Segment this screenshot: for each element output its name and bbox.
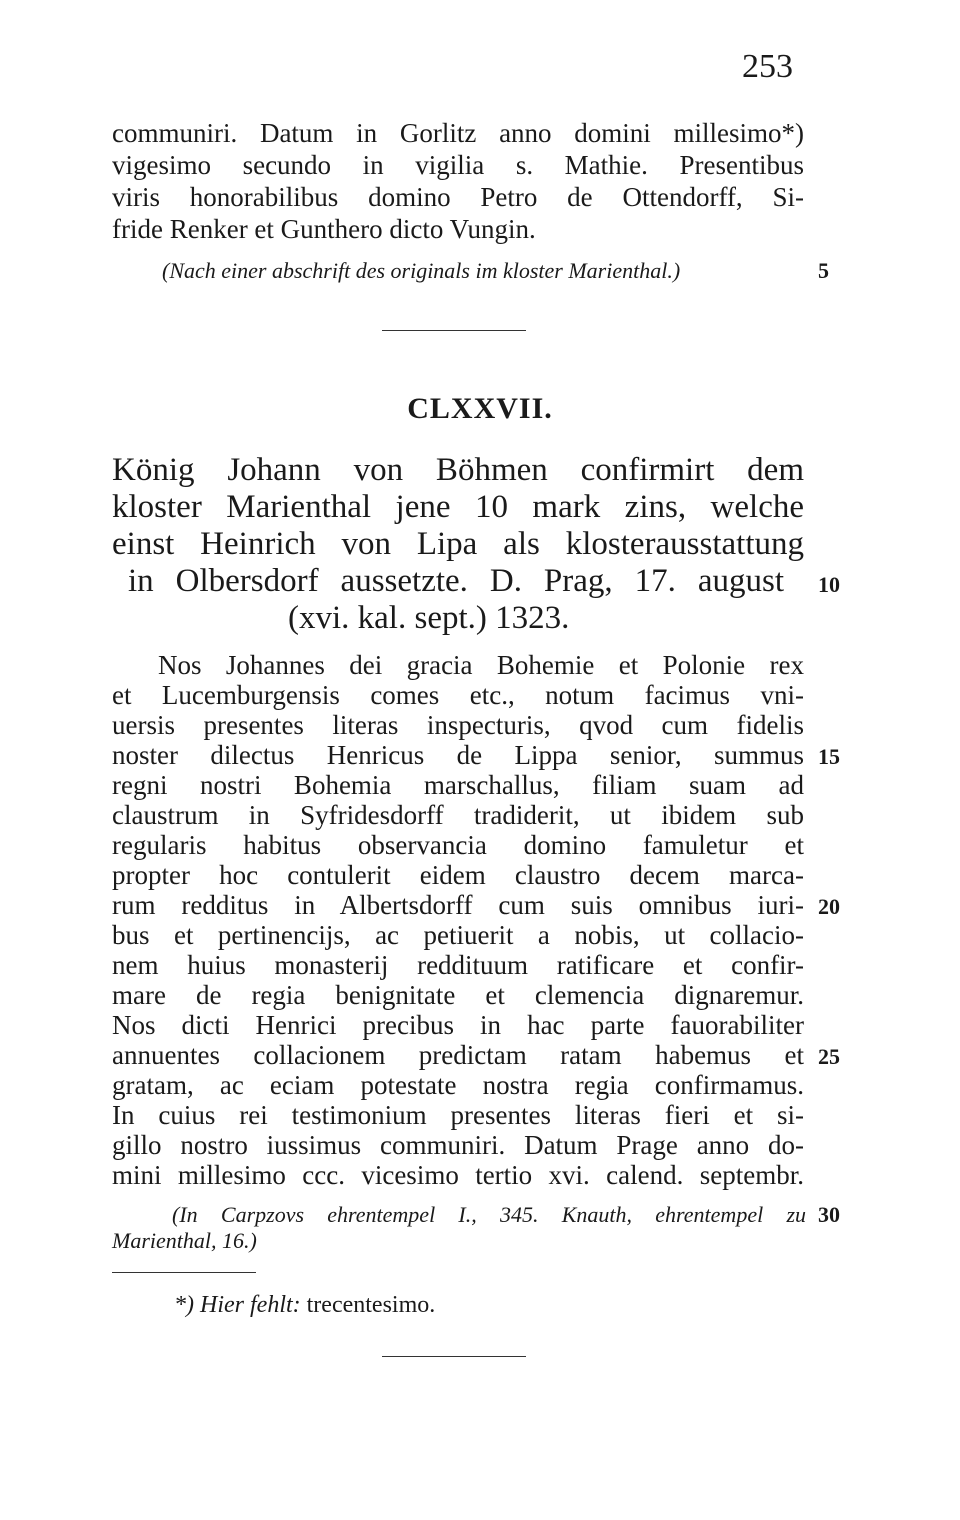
divider — [382, 330, 526, 331]
document-number: CLXXVII. — [407, 392, 553, 425]
footnote-label: Hier fehlt: — [200, 1292, 301, 1318]
summary-line: (xvi. kal. sept.) 1323. — [288, 600, 570, 636]
line-number: 25 — [818, 1044, 840, 1069]
source-citation: (In Carpzovs ehrentempel I., 345. Knauth, ehrentempel zu — [172, 1202, 806, 1227]
body-line: gillo nostro iussimus communiri. Datum Prage anno do- — [112, 1130, 804, 1160]
summary-line: König Johann von Böhmen confirmirt dem — [112, 452, 804, 488]
body-line: annuentes collacionem predictam ratam habemus et — [112, 1040, 804, 1070]
body-line: regni nostri Bohemia marschallus, filiam suam ad — [112, 770, 804, 800]
body-line: Nos Johannes dei gracia Bohemie et Polonie rex — [158, 650, 804, 680]
body-line: regularis habitus observancia domino famuletur et — [112, 830, 804, 860]
footnote — [174, 1290, 674, 1320]
body-line: et Lucemburgensis comes etc., notum facimus vni- — [112, 680, 804, 710]
summary-line: in Olbersdorf aussetzte. D. Prag, 17. august — [128, 563, 784, 599]
body-line: mare de regia benignitate et clemencia dignaremur. — [112, 980, 804, 1010]
line-number: 10 — [818, 572, 840, 597]
source-citation: Marienthal, 16.) — [112, 1228, 257, 1253]
line-number: 5 — [818, 258, 829, 283]
end-divider — [382, 1356, 526, 1357]
line-number: 20 — [818, 894, 840, 919]
body-line: claustrum in Syfridesdorff tradiderit, ut ibidem sub — [112, 800, 804, 830]
body-line: rum redditus in Albertsdorff cum suis omnibus iuri- — [112, 890, 804, 920]
body-line: gratam, ac eciam potestate nostra regia confirmamus. — [112, 1070, 804, 1100]
source-note: (Nach einer abschrift des originals im kloster Marienthal.) — [162, 258, 681, 283]
footnote-text: trecentesimo. — [306, 1292, 436, 1318]
text-line: communiri. Datum in Gorlitz anno domini millesimo*) — [112, 118, 804, 148]
body-line: bus et pertinencijs, ac petiuerit a nobis, ut collacio- — [112, 920, 804, 950]
body-line: nem huius monasterij reddituum ratificare et confir- — [112, 950, 804, 980]
text-line: vigesimo secundo in vigilia s. Mathie. Presentibus — [112, 150, 804, 180]
body-line: noster dilectus Henricus de Lippa senior, summus — [112, 740, 804, 770]
text-line: fride Renker et Gunthero dicto Vungin. — [112, 214, 536, 244]
footnote-divider — [112, 1272, 256, 1273]
text-line: viris honorabilibus domino Petro de Ottendorff, Si- — [112, 182, 804, 212]
body-line: mini millesimo ccc. vicesimo tertio xvi. calend. septembr. — [112, 1160, 804, 1190]
summary-line: einst Heinrich von Lipa als klosterausstattung — [112, 526, 804, 562]
body-line: Nos dicti Henrici precibus in hac parte fauorabiliter — [112, 1010, 804, 1040]
body-line: uersis presentes literas inspecturis, qvod cum fidelis — [112, 710, 804, 740]
body-line: propter hoc contulerit eidem claustro decem marca- — [112, 860, 804, 890]
line-number: 30 — [818, 1202, 840, 1227]
summary-line: kloster Marienthal jene 10 mark zins, welche — [112, 489, 804, 525]
line-number: 15 — [818, 744, 840, 769]
body-line: In cuius rei testimonium presentes literas fieri et si- — [112, 1100, 804, 1130]
footnote-mark: *) — [174, 1292, 194, 1318]
page-number: 253 — [742, 48, 793, 85]
